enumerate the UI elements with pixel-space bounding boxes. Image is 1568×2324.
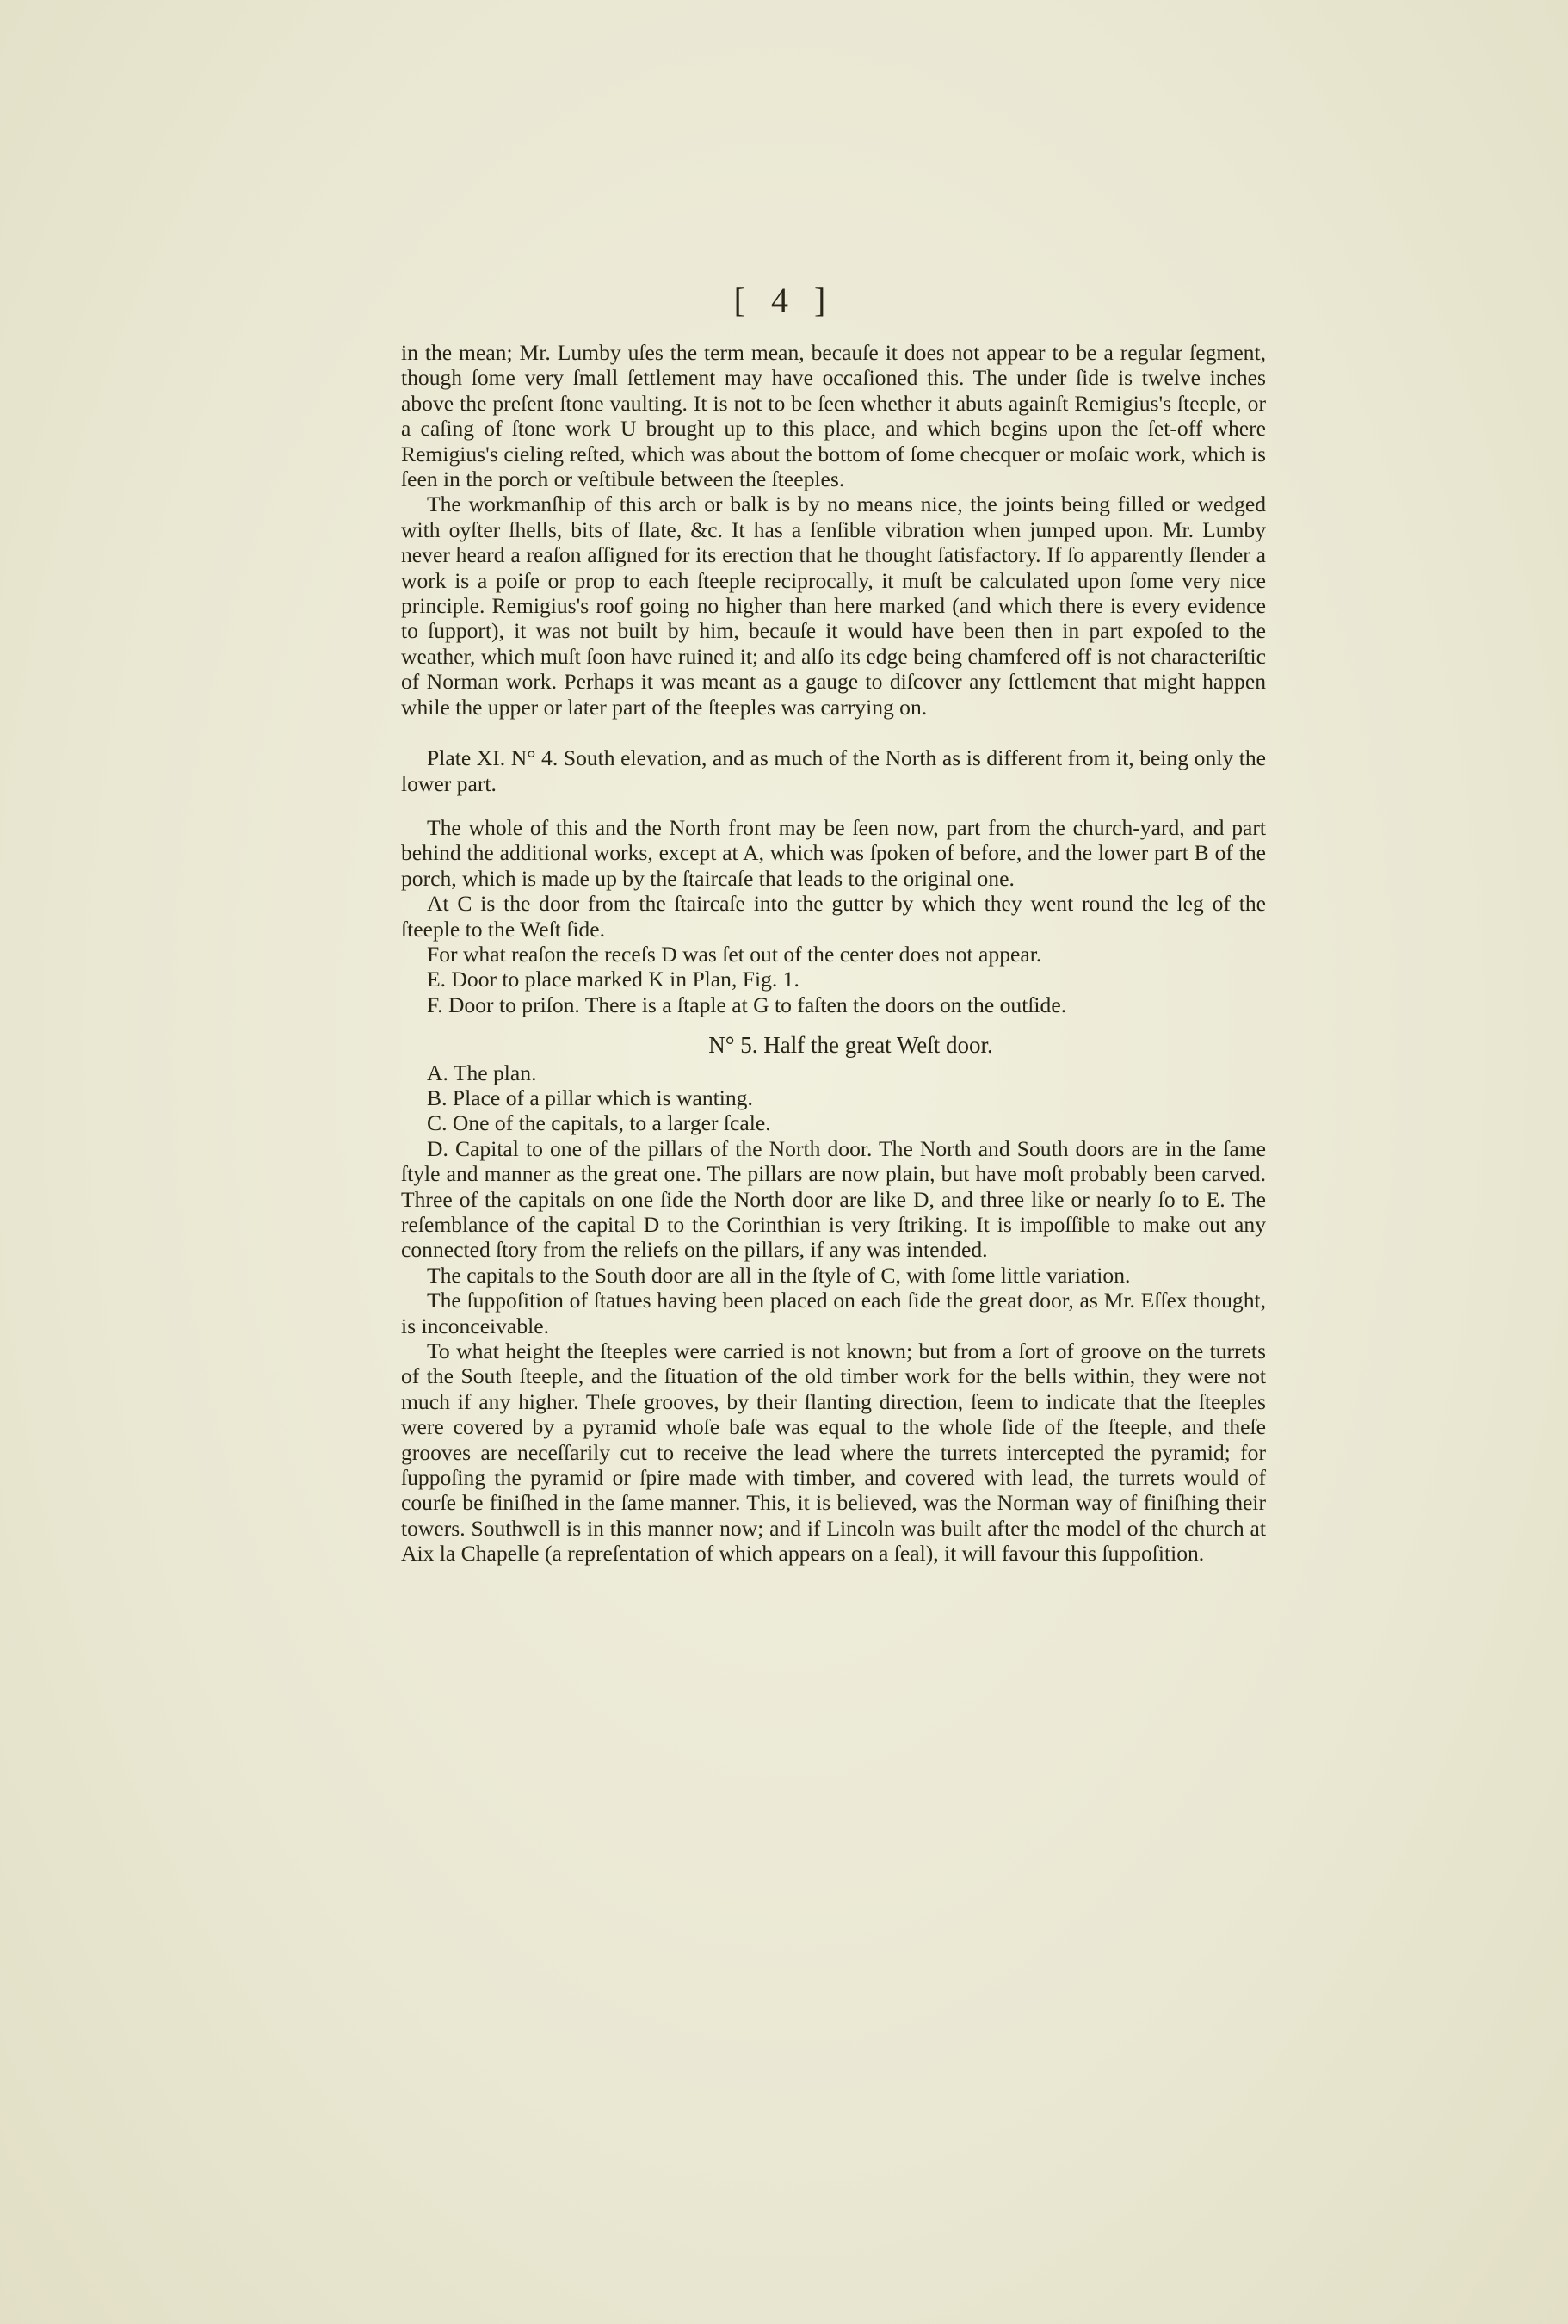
paragraph-recess-d: For what reaſon the receſs D was ſet out of the center does not appear. bbox=[427, 941, 1042, 967]
paragraph-statues: The ſuppoſition of ſtatues having been placed on each ſide the great door, as Mr. Eſſex thought, is inconceivable. bbox=[401, 1288, 1266, 1338]
paragraph-north-front: The whole of this and the North front may be ſeen now, part from the church-yard, and part behind the additional works, except at A, which was ſpoken of before, and the lower part B of the porch, which is made up by the ſtaircaſe that leads to the original one. bbox=[401, 814, 1266, 891]
item-d: D. Capital to one of the pillars of the North door. The North and South doors are in the ſame ſtyle and manner as the great one. The pillars are now plain, but have moſt probably been carved. Three of the capitals on one ſide the North door are like D, and three like or nearly ſo to E. The reſemblance of the capital D to the Corinthian is very ſtriking. It is impoſſible to make out any connected ſtory from the reliefs on the pillars, if any was intended. bbox=[401, 1135, 1266, 1263]
item-a: A. The plan. bbox=[427, 1060, 537, 1085]
paragraph-plate-xi-no4: Plate XI. N° 4. South elevation, and as much of the North as is different from it, being only the lower part. bbox=[401, 745, 1266, 796]
body-text bbox=[401, 340, 1266, 1567]
paragraph-south-door: The capitals to the South door are all in the ſtyle of C, with ſome little variation. bbox=[427, 1262, 1131, 1288]
item-b: B. Place of a pillar which is wanting. bbox=[427, 1085, 753, 1110]
paragraph-door-c: At C is the door from the ſtaircaſe into the gutter by which they went round the leg of the ſteeple to the Weſt ſide. bbox=[401, 891, 1266, 942]
item-c: C. One of the capitals, to a larger ſcale. bbox=[427, 1110, 771, 1136]
paragraph-arch-mean: in the mean; Mr. Lumby uſes the term mean, becauſe it does not appear to be a regular ſegment, though ſome very ſmall ſettlement may have occaſioned this. The under ſide is twelve inches above the preſent ſtone vaulting. It is not to be ſeen whether it abuts againſt Remigius's ſteeple, or a caſing of ſtone work U brought up to this place, and which begins upon the ſet-off where Remigius's cieling reſted, which was about the bottom of ſome checquer or moſaic work, which is ſeen in the porch or veſtibule between the ſteeples. bbox=[401, 340, 1266, 492]
section-heading-no5: N° 5. Half the great Weſt door. bbox=[708, 1032, 993, 1059]
item-f: F. Door to priſon. There is a ſtaple at G to faſten the doors on the outſide. bbox=[427, 992, 1067, 1017]
paragraph-workmanship: The workmanſhip of this arch or balk is by no means nice, the joints being filled or wedged with oyſter ſhells, bits of ſlate, &c. It has a ſenſible vibration when jumped upon. Mr. Lumby never heard a reaſon aſſigned for its erection that he thought ſatisfactory. If ſo apparently ſlender a work is a poiſe or prop to each ſteeple reciprocally, it muſt be calculated upon ſome very nice principle. Remigius's roof going no higher than here marked (and which there is every evidence to ſupport), it was not built by him, becauſe it would have been then in part expoſed to the weather, which muſt ſoon have ruined it; and alſo its edge being chamfered off is not characteriſtic of Norman work. Perhaps it was meant as a gauge to diſcover any ſettlement that might happen while the upper or later part of the ſteeples was carrying on. bbox=[401, 491, 1266, 720]
paragraph-steeple-height: To what height the ſteeples were carried is not known; but from a ſort of groove on the turrets of the South ſteeple, and the ſituation of the old timber work for the bells within, they were not much if any higher. Theſe grooves, by their ſlanting direction, ſeem to indicate that the ſteeples were covered by a pyramid whoſe baſe was equal to the whole ſide of the ſteeple, and theſe grooves are neceſſarily cut to receive the lead where the turrets intercepted the pyramid; for ſuppoſing the pyramid or ſpire made with timber, and covered with lead, the turrets would of courſe be finiſhed in the ſame manner. This, it is believed, was the Norman way of finiſhing their towers. Southwell is in this manner now; and if Lincoln was built after the model of the church at Aix la Chapelle (a repreſentation of which appears on a ſeal), it will favour this ſuppoſition. bbox=[401, 1338, 1266, 1567]
page-number: [ 4 ] bbox=[733, 281, 835, 319]
item-e: E. Door to place marked K in Plan, Fig. 1. bbox=[427, 967, 799, 992]
